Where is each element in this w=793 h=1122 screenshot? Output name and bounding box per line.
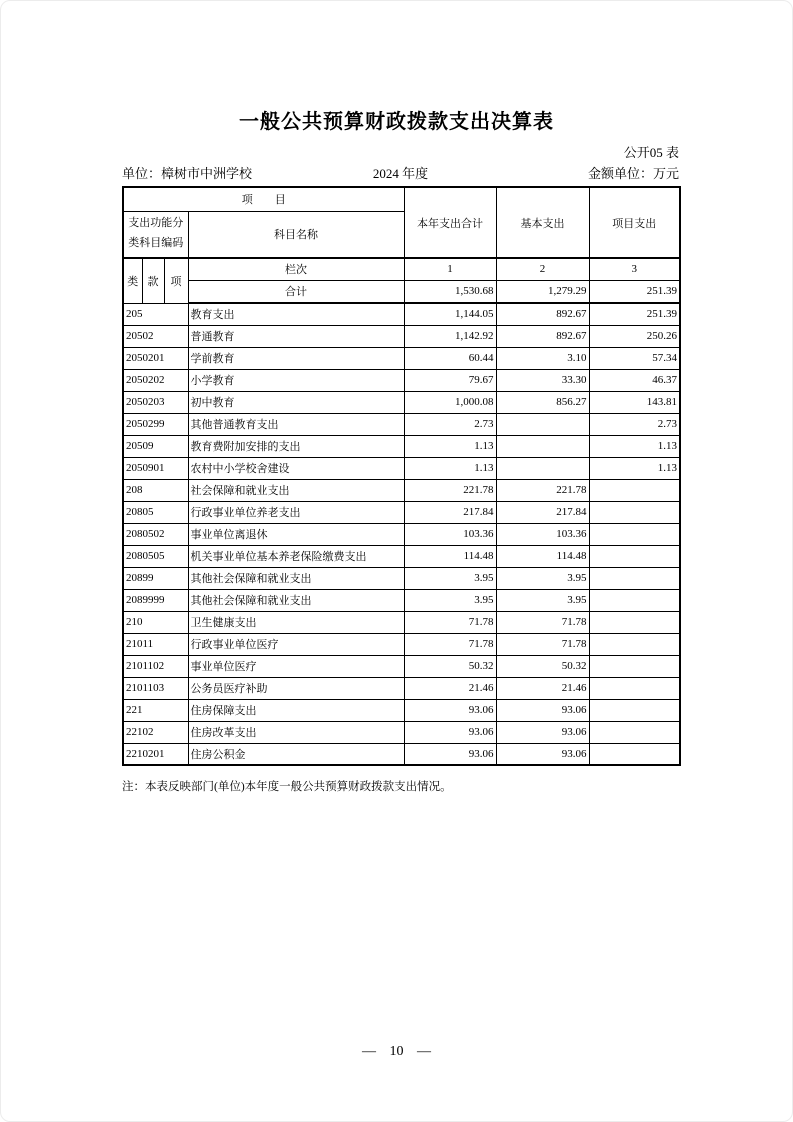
row-basic-expenditure: 71.78	[496, 633, 589, 655]
row-code: 20509	[123, 435, 188, 457]
row-total-expenditure: 217.84	[404, 501, 496, 523]
row-total-expenditure: 93.06	[404, 699, 496, 721]
row-code: 2050299	[123, 413, 188, 435]
row-total-expenditure: 60.44	[404, 347, 496, 369]
row-basic-expenditure: 93.06	[496, 743, 589, 765]
row-basic-expenditure: 3.95	[496, 589, 589, 611]
total-row-label: 合计	[188, 280, 404, 303]
header-col-total: 本年支出合计	[404, 187, 496, 258]
row-total-expenditure: 1,142.92	[404, 325, 496, 347]
table-row	[123, 479, 680, 501]
table-row	[123, 347, 680, 369]
row-basic-expenditure: 221.78	[496, 479, 589, 501]
row-subject-name: 事业单位离退休	[188, 523, 404, 545]
table-footnote: 注：本表反映部门(单位)本年度一般公共预算财政拨款支出情况。	[122, 781, 452, 793]
row-basic-expenditure: 114.48	[496, 545, 589, 567]
header-rank-label: 栏次	[188, 258, 404, 280]
row-subject-name: 卫生健康支出	[188, 611, 404, 633]
row-total-expenditure: 3.95	[404, 567, 496, 589]
table-meta-row	[122, 163, 679, 183]
row-project-expenditure: 1.13	[589, 457, 680, 479]
fiscal-year-label: 2024 年度	[372, 166, 429, 181]
row-subject-name: 其他社会保障和就业支出	[188, 567, 404, 589]
row-total-expenditure: 93.06	[404, 743, 496, 765]
header-row-project	[123, 187, 680, 211]
row-basic-expenditure: 892.67	[496, 325, 589, 347]
row-basic-expenditure: 33.30	[496, 369, 589, 391]
row-code: 20805	[123, 501, 188, 523]
table-row	[123, 655, 680, 677]
table-row	[123, 589, 680, 611]
header-rank-1: 1	[404, 258, 496, 280]
row-total-expenditure: 71.78	[404, 611, 496, 633]
row-project-expenditure	[589, 633, 680, 655]
table-row	[123, 369, 680, 391]
row-code: 210	[123, 611, 188, 633]
row-subject-name: 社会保障和就业支出	[188, 479, 404, 501]
budget-expenditure-table	[122, 186, 681, 766]
table-row	[123, 721, 680, 743]
row-code: 2050201	[123, 347, 188, 369]
row-code: 20899	[123, 567, 188, 589]
row-basic-expenditure: 3.10	[496, 347, 589, 369]
row-project-expenditure	[589, 479, 680, 501]
table-row	[123, 743, 680, 765]
row-subject-name: 住房改革支出	[188, 721, 404, 743]
header-code-section: 款	[142, 258, 164, 303]
table-row	[123, 677, 680, 699]
row-code: 205	[123, 303, 188, 325]
row-code: 21011	[123, 633, 188, 655]
header-code-group	[123, 211, 188, 258]
table-body	[123, 303, 680, 765]
row-subject-name: 住房保障支出	[188, 699, 404, 721]
row-total-expenditure: 93.06	[404, 721, 496, 743]
row-total-expenditure: 1,144.05	[404, 303, 496, 325]
row-subject-name: 机关事业单位基本养老保险缴费支出	[188, 545, 404, 567]
page-number: — 10 —	[362, 1044, 431, 1059]
row-code: 2210201	[123, 743, 188, 765]
row-subject-name: 初中教育	[188, 391, 404, 413]
row-project-expenditure: 2.73	[589, 413, 680, 435]
row-total-expenditure: 71.78	[404, 633, 496, 655]
table-row	[123, 545, 680, 567]
header-project-group: 项 目	[123, 187, 404, 211]
row-project-expenditure	[589, 523, 680, 545]
table-row	[123, 435, 680, 457]
table-row	[123, 567, 680, 589]
table-row	[123, 699, 680, 721]
row-basic-expenditure	[496, 413, 589, 435]
header-subject-name: 科目名称	[188, 211, 404, 258]
table-row	[123, 501, 680, 523]
form-code-label: 公开05 表	[623, 145, 679, 160]
header-col-basic: 基本支出	[496, 187, 589, 258]
row-code: 2050203	[123, 391, 188, 413]
row-basic-expenditure: 3.95	[496, 567, 589, 589]
row-total-expenditure: 79.67	[404, 369, 496, 391]
header-code-class: 类	[123, 258, 142, 303]
row-project-expenditure	[589, 501, 680, 523]
header-rank-3: 3	[589, 258, 680, 280]
row-code: 2101103	[123, 677, 188, 699]
row-total-expenditure: 103.36	[404, 523, 496, 545]
row-subject-name: 小学教育	[188, 369, 404, 391]
row-code: 2050202	[123, 369, 188, 391]
table-row	[123, 611, 680, 633]
row-basic-expenditure: 71.78	[496, 611, 589, 633]
total-row-basic: 1,279.29	[496, 280, 589, 303]
row-project-expenditure: 46.37	[589, 369, 680, 391]
row-total-expenditure: 2.73	[404, 413, 496, 435]
row-basic-expenditure: 892.67	[496, 303, 589, 325]
grand-total-row	[123, 280, 680, 303]
row-subject-name: 教育支出	[188, 303, 404, 325]
row-basic-expenditure	[496, 435, 589, 457]
header-col-project: 项目支出	[589, 187, 680, 258]
row-subject-name: 其他普通教育支出	[188, 413, 404, 435]
header-code-item: 项	[164, 258, 188, 303]
table-row	[123, 391, 680, 413]
row-subject-name: 住房公积金	[188, 743, 404, 765]
row-basic-expenditure	[496, 457, 589, 479]
row-total-expenditure: 3.95	[404, 589, 496, 611]
row-code: 2101102	[123, 655, 188, 677]
row-subject-name: 农村中小学校舍建设	[188, 457, 404, 479]
total-row-total: 1,530.68	[404, 280, 496, 303]
row-project-expenditure	[589, 611, 680, 633]
row-total-expenditure: 21.46	[404, 677, 496, 699]
row-code: 208	[123, 479, 188, 501]
page-title: 一般公共预算财政拨款支出决算表	[239, 111, 554, 133]
row-project-expenditure	[589, 699, 680, 721]
row-basic-expenditure: 93.06	[496, 721, 589, 743]
row-code: 2089999	[123, 589, 188, 611]
row-project-expenditure: 1.13	[589, 435, 680, 457]
row-basic-expenditure: 103.36	[496, 523, 589, 545]
row-subject-name: 教育费附加安排的支出	[188, 435, 404, 457]
row-basic-expenditure: 93.06	[496, 699, 589, 721]
row-code: 221	[123, 699, 188, 721]
row-subject-name: 学前教育	[188, 347, 404, 369]
row-total-expenditure: 50.32	[404, 655, 496, 677]
row-total-expenditure: 1.13	[404, 457, 496, 479]
table-row	[123, 413, 680, 435]
row-project-expenditure: 250.26	[589, 325, 680, 347]
row-project-expenditure: 57.34	[589, 347, 680, 369]
row-basic-expenditure: 856.27	[496, 391, 589, 413]
row-subject-name: 事业单位医疗	[188, 655, 404, 677]
row-basic-expenditure: 217.84	[496, 501, 589, 523]
row-total-expenditure: 114.48	[404, 545, 496, 567]
row-project-expenditure: 251.39	[589, 303, 680, 325]
row-total-expenditure: 221.78	[404, 479, 496, 501]
total-row-project: 251.39	[589, 280, 680, 303]
row-subject-name: 其他社会保障和就业支出	[188, 589, 404, 611]
row-basic-expenditure: 21.46	[496, 677, 589, 699]
unit-label: 单位：樟树市中洲学校	[122, 166, 253, 181]
row-project-expenditure	[589, 721, 680, 743]
row-project-expenditure	[589, 655, 680, 677]
row-subject-name: 公务员医疗补助	[188, 677, 404, 699]
table-row	[123, 303, 680, 325]
row-subject-name: 行政事业单位医疗	[188, 633, 404, 655]
table-row	[123, 325, 680, 347]
header-row-rank	[123, 258, 680, 280]
row-subject-name: 普通教育	[188, 325, 404, 347]
header-code-line1: 支出功能分	[128, 217, 184, 230]
amount-unit-label: 金额单位：万元	[587, 166, 679, 181]
table-row	[123, 523, 680, 545]
table-row	[123, 633, 680, 655]
row-code: 22102	[123, 721, 188, 743]
row-project-expenditure	[589, 589, 680, 611]
row-code: 2080502	[123, 523, 188, 545]
row-project-expenditure	[589, 743, 680, 765]
row-project-expenditure	[589, 567, 680, 589]
row-subject-name: 行政事业单位养老支出	[188, 501, 404, 523]
row-code: 2080505	[123, 545, 188, 567]
row-code: 20502	[123, 325, 188, 347]
header-rank-2: 2	[496, 258, 589, 280]
row-project-expenditure	[589, 677, 680, 699]
row-total-expenditure: 1,000.08	[404, 391, 496, 413]
row-project-expenditure	[589, 545, 680, 567]
row-basic-expenditure: 50.32	[496, 655, 589, 677]
row-project-expenditure: 143.81	[589, 391, 680, 413]
row-code: 2050901	[123, 457, 188, 479]
header-code-line2: 类科目编码	[128, 237, 184, 250]
table-row	[123, 457, 680, 479]
row-total-expenditure: 1.13	[404, 435, 496, 457]
